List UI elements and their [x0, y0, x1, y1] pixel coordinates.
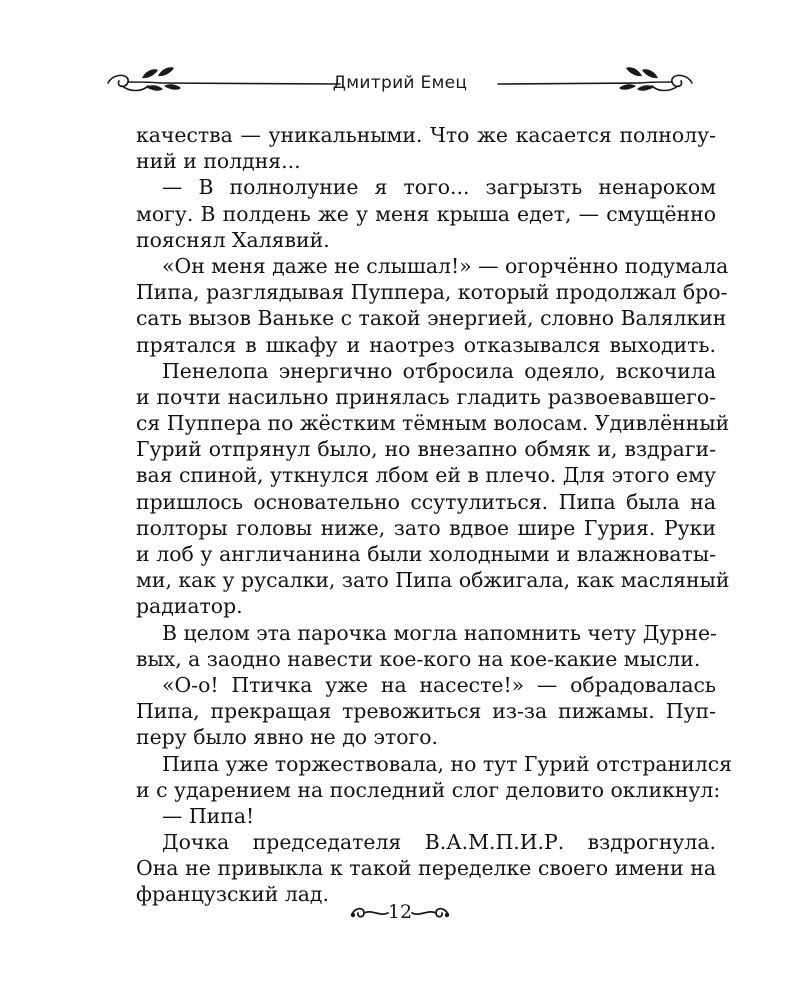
text-line: Гурий отпрянул было, но внезапно обмяк и, вздраги-	[136, 437, 716, 462]
text-line: полторы головы ниже, зато вдвое шире Гурия. Руки	[136, 515, 716, 540]
text-line: — В полнолуние я того... загрызть ненароком	[162, 175, 716, 200]
text-line: вых, а заодно навести кое-кого на кое-какие мысли.	[136, 646, 701, 671]
text-line: прятался в шкафу и наотрез отказывался выходить.	[136, 332, 716, 357]
text-line: и с ударением на последний слог деловито окликнул:	[136, 777, 721, 802]
text-line: французский лад.	[136, 882, 329, 907]
text-line: Пипа, прекращая тревожиться из-за пижамы. Пуп-	[136, 699, 716, 724]
text-line: Пипа, разглядывая Пуппера, который продолжал бро-	[136, 280, 728, 305]
text-line: радиатор.	[136, 594, 243, 619]
text-line: ний и полдня...	[136, 149, 301, 174]
text-line: Дочка председателя В.А.М.П.И.Р. вздрогнула.	[162, 830, 716, 855]
page-header	[100, 62, 700, 102]
page-number: 12	[387, 901, 413, 923]
text-line: пояснял Халявий.	[136, 227, 330, 252]
text-line: ся Пуппера по жёстким тёмным волосам. Удивлённый	[136, 411, 730, 436]
text-line: В целом эта парочка могла напомнить чету Дурне-	[162, 620, 717, 645]
text-line: и лоб у англичанина были холодными и влажноваты-	[136, 542, 716, 566]
text-line: и почти насильно принялась гладить развоевавшего-	[136, 384, 716, 409]
text-line: ми, как у русалки, зато Пипа обжигала, как масляный	[136, 568, 730, 593]
text-line: Пипа уже торжествовала, но тут Гурий отстранился	[162, 751, 732, 776]
text-line: перу было явно не до этого.	[136, 725, 438, 750]
page-footer	[300, 898, 500, 928]
page-body	[136, 122, 732, 908]
text-line: могу. В полдень же у меня крыша едет, — смущённо	[136, 201, 716, 226]
text-line: Она не привыкла к такой переделке своего имени на	[136, 856, 716, 881]
text-line: Пенелопа энергично отбросила одеяло, вскочила	[162, 358, 716, 383]
text-line: «О-о! Птичка уже на насесте!» — обрадовалась	[162, 672, 716, 697]
text-line: пришлось основательно ссутулиться. Пипа была на	[136, 489, 716, 514]
text-line: сать вызов Ваньке с такой энергией, словно Валялкин	[136, 306, 727, 331]
text-line: вая спиной, уткнулся лбом ей в плечо. Для этого ему	[136, 463, 716, 488]
running-head-author: Дмитрий Емец	[332, 73, 468, 93]
text-line: — Пипа!	[162, 803, 255, 828]
text-line: «Он меня даже не слышал!» — огорчённо подумала	[162, 253, 729, 278]
text-line: качества — уникальными. Что же касается полнолу-	[136, 123, 716, 147]
